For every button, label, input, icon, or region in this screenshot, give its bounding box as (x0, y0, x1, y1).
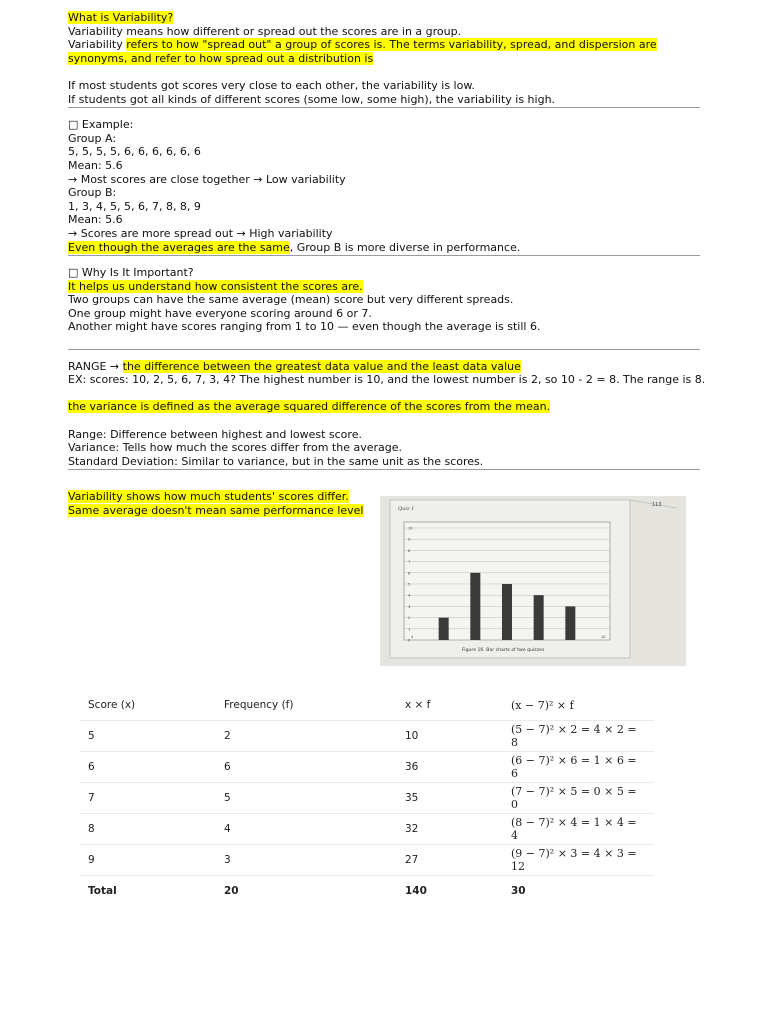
group-b-values: 1, 3, 4, 5, 5, 6, 7, 8, 8, 9 (68, 199, 201, 213)
divider (68, 349, 700, 350)
text-line: Another might have scores ranging from 1 to 10 — even though the average is still 6. (68, 320, 541, 334)
variability-heading: What is Variability? (68, 11, 174, 24)
table-cell: Score (x) (80, 690, 216, 721)
text-line (68, 280, 700, 294)
highlighted-text: Even though the averages are the same (68, 240, 290, 254)
table-cell: Frequency (f) (216, 690, 397, 721)
table-cell: 6 (216, 752, 397, 783)
table-cell: 7 (80, 783, 216, 814)
table-row (80, 783, 654, 814)
range-definition (68, 360, 700, 374)
textbook-chart-photo (380, 496, 686, 666)
x-tick-label: 4 (411, 635, 414, 639)
y-tick-label: 10 (408, 526, 413, 531)
highlighted-text: Variability shows how much students' scores differ. (68, 490, 349, 503)
table-cell: 8 (80, 814, 216, 845)
def-range: Range: Difference between highest and lowest score. (68, 427, 362, 441)
table-cell: 6 (80, 752, 216, 783)
group-b-label: Group B: (68, 186, 117, 200)
table-cell: 35 (397, 783, 503, 814)
table-cell: x × f (397, 690, 503, 721)
y-tick-label: 4 (408, 593, 411, 598)
y-tick-label: 2 (408, 616, 411, 621)
table-row (80, 752, 654, 783)
y-tick-label: 8 (408, 548, 411, 553)
table-cell: 3 (216, 845, 397, 876)
group-b-mean: Mean: 5.6 (68, 213, 123, 227)
group-a-note: → Most scores are close together → Low variability (68, 172, 346, 186)
y-tick-label: 9 (408, 537, 411, 542)
text-line (68, 52, 700, 66)
text-line (68, 38, 700, 52)
highlighted-text: synonyms, and refer to how spread out a distribution is (68, 51, 374, 65)
table-cell: 9 (80, 845, 216, 876)
section-variability (68, 11, 700, 25)
table-cell: 10 (397, 721, 503, 752)
summary-line (68, 504, 368, 518)
table-row (80, 814, 654, 845)
group-a-values: 5, 5, 5, 5, 6, 6, 6, 6, 6, 6 (68, 145, 201, 159)
table-cell: 140 (405, 885, 427, 897)
table-cell: 30 (511, 885, 526, 897)
group-a-mean: Mean: 5.6 (68, 158, 123, 172)
highlighted-text: It helps us understand how consistent the scores are. (68, 279, 363, 293)
text-line: One group might have everyone scoring around 6 or 7. (68, 306, 372, 320)
summary-block (68, 490, 368, 517)
table-cell: (7 − 7)² × 5 = 0 × 5 = 0 (503, 783, 654, 814)
chart-title: Quiz 1 (398, 506, 415, 512)
highlighted-text: refers to how "spread out" a group of scores is. The terms variability, spread, and dispersion are (126, 38, 657, 52)
table-cell: (5 − 7)² × 2 = 4 × 2 = 8 (503, 721, 654, 752)
table-cell: 32 (397, 814, 503, 845)
table-row (80, 721, 654, 752)
table-header-row (80, 690, 654, 721)
group-a-label: Group A: (68, 131, 117, 145)
highlighted-text: Same average doesn't mean same performance level (68, 503, 364, 517)
table-cell: 2 (216, 721, 397, 752)
example-heading: □ Example: (68, 118, 134, 132)
table-cell: 5 (216, 783, 397, 814)
chart-bar (534, 595, 544, 640)
table-cell: 20 (224, 885, 239, 897)
text-span: Variability (68, 38, 127, 52)
highlighted-text: the variance is defined as the average squared difference of the scores from the mean. (68, 400, 551, 414)
text-line: Two groups can have the same average (mean) score but very different spreads. (68, 293, 514, 307)
divider (68, 107, 700, 108)
table-row (80, 845, 654, 876)
chart-bar (470, 573, 480, 640)
range-example: EX: scores: 10, 2, 5, 6, 7, 3, 4? The highest number is 10, and the lowest number is 2, so 10 - 2 = 8. The range is 8. (68, 373, 706, 387)
table-cell: 5 (80, 721, 216, 752)
text-span: RANGE → (68, 359, 123, 373)
frequency-table (80, 690, 654, 906)
y-tick-label: 5 (408, 582, 411, 587)
y-tick-label: 0 (408, 638, 411, 643)
y-tick-label: 3 (408, 604, 411, 609)
table-total-row (80, 876, 654, 907)
summary-line (68, 490, 368, 504)
table-cell: (6 − 7)² × 6 = 1 × 6 = 6 (503, 752, 654, 783)
table-cell: (8 − 7)² × 4 = 1 × 4 = 4 (503, 814, 654, 845)
table-cell: 4 (216, 814, 397, 845)
text-line: Variability means how different or spread out the scores are in a group. (68, 24, 462, 38)
y-tick-label: 1 (408, 627, 411, 632)
text-span: , Group B is more diverse in performance. (289, 240, 521, 254)
table-cell: (9 − 7)² × 3 = 4 × 3 = 12 (503, 845, 654, 876)
y-tick-label: 7 (408, 560, 411, 565)
group-b-note: → Scores are more spread out → High variability (68, 226, 333, 240)
figure-caption: Figure 16. Bar charts of two quizzes (462, 648, 545, 653)
text-line: If students got all kinds of different scores (some low, some high), the variability is high. (68, 92, 556, 106)
highlighted-text: the difference between the greatest data value and the least data value (122, 359, 521, 373)
table-cell: 27 (397, 845, 503, 876)
def-standard-deviation: Standard Deviation: Similar to variance, but in the same unit as the scores. (68, 454, 484, 468)
def-variance: Variance: Tells how much the scores differ from the average. (68, 441, 402, 455)
divider (68, 469, 700, 470)
document-body (68, 11, 706, 480)
table-cell: Total (88, 885, 117, 897)
page-number: 113 (652, 502, 662, 508)
variance-definition (68, 400, 700, 414)
table-cell: 36 (397, 752, 503, 783)
bar-chart-image (380, 496, 686, 666)
text-line: If most students got scores very close to each other, the variability is low. (68, 78, 475, 92)
example-conclusion (68, 241, 700, 255)
divider (68, 255, 700, 256)
chart-bar (439, 618, 449, 640)
y-tick-label: 6 (408, 571, 411, 576)
x-tick-label: 10 (601, 635, 606, 639)
table-cell: (x − 7)² × f (503, 690, 654, 721)
chart-bar (502, 584, 512, 640)
chart-bar (565, 606, 575, 640)
importance-heading: □ Why Is It Important? (68, 266, 194, 280)
